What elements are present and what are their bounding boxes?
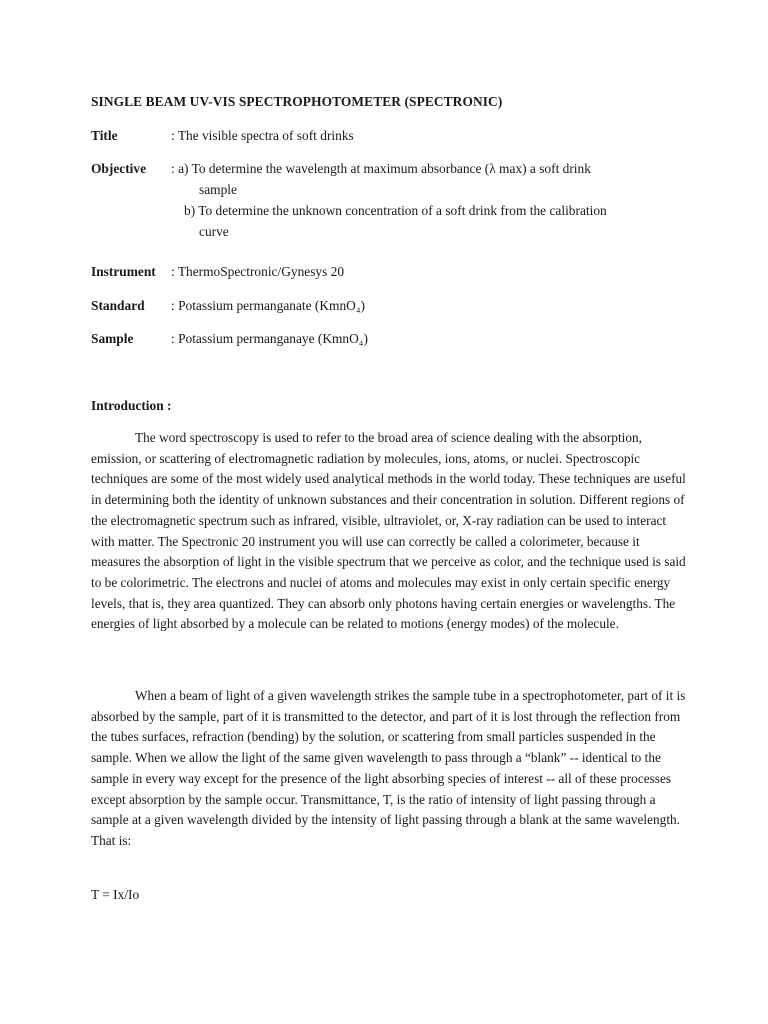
objective-label: Objective — [91, 161, 147, 176]
standard-value: : Potassium permanganate (KmnO₄) — [171, 298, 365, 313]
title-label: Title — [91, 128, 118, 143]
objective-line-b: b) To determine the unknown concentration of a soft drink from the calibration — [184, 203, 607, 218]
introduction-paragraph-2: When a beam of light of a given wavelength strikes the sample tube in a spectrophotometer, part of it is absorbed by the sample, part of it is transmitted to the detector, and part of it is lost through the reflection from the tubes surfaces, refraction (bending) by the solution, or scattering from small particles suspended in the sample. When we allow the light of the same given wavelength to pass through a “blank” -- identical to the sample in every way except for the presence of the light absorbing species of interest -- all of these processes except absorption by the sample occur. Transmittance, T, is the ratio of intensity of light passing through a sample at a given wavelength divided by the intensity of light passing through a blank at the same wavelength. That is: — [91, 688, 686, 848]
objective-line-b-cont: curve — [199, 224, 229, 239]
standard-label: Standard — [91, 298, 145, 313]
sample-label: Sample — [91, 331, 134, 346]
instrument-value: : ThermoSpectronic/Gynesys 20 — [171, 264, 345, 279]
document-heading: SINGLE BEAM UV-VIS SPECTROPHOTOMETER (SPECTRONIC) — [91, 94, 503, 109]
introduction-heading: Introduction : — [91, 398, 172, 413]
sample-value: : Potassium permanganaye (KmnO₄) — [171, 331, 368, 346]
instrument-label: Instrument — [91, 264, 156, 279]
objective-line-a: : a) To determine the wavelength at maximum absorbance (λ max) a soft drink — [171, 161, 591, 176]
objective-line-a-cont: sample — [199, 182, 237, 197]
introduction-paragraph-1: The word spectroscopy is used to refer to the broad area of science dealing with the absorption, emission, or scattering of electromagnetic radiation by molecules, ions, atoms, or nuclei. Spectroscopic techniques are some of the most widely used analytical methods in the world today. These techniques are useful in determining both the identity of unknown substances and their concentration in solution. Different regions of the electromagnetic spectrum such as infrared, visible, ultraviolet, or, X-ray radiation can be used to interact with matter. The Spectronic 20 instrument you will use can correctly be called a colorimeter, because it measures the absorption of light in the visible spectrum that we perceive as color, and the technique used is said to be colorimetric. The electrons and nuclei of atoms and molecules may exist in only certain specific energy levels, that is, they area quantized. They can absorb only photons having certain energies or wavelengths. The energies of light absorbed by a molecule can be related to motions (energy modes) of the molecule. — [91, 430, 686, 632]
title-value: : The visible spectra of soft drinks — [171, 128, 354, 143]
transmittance-formula: T = Ix/Io — [91, 887, 140, 902]
